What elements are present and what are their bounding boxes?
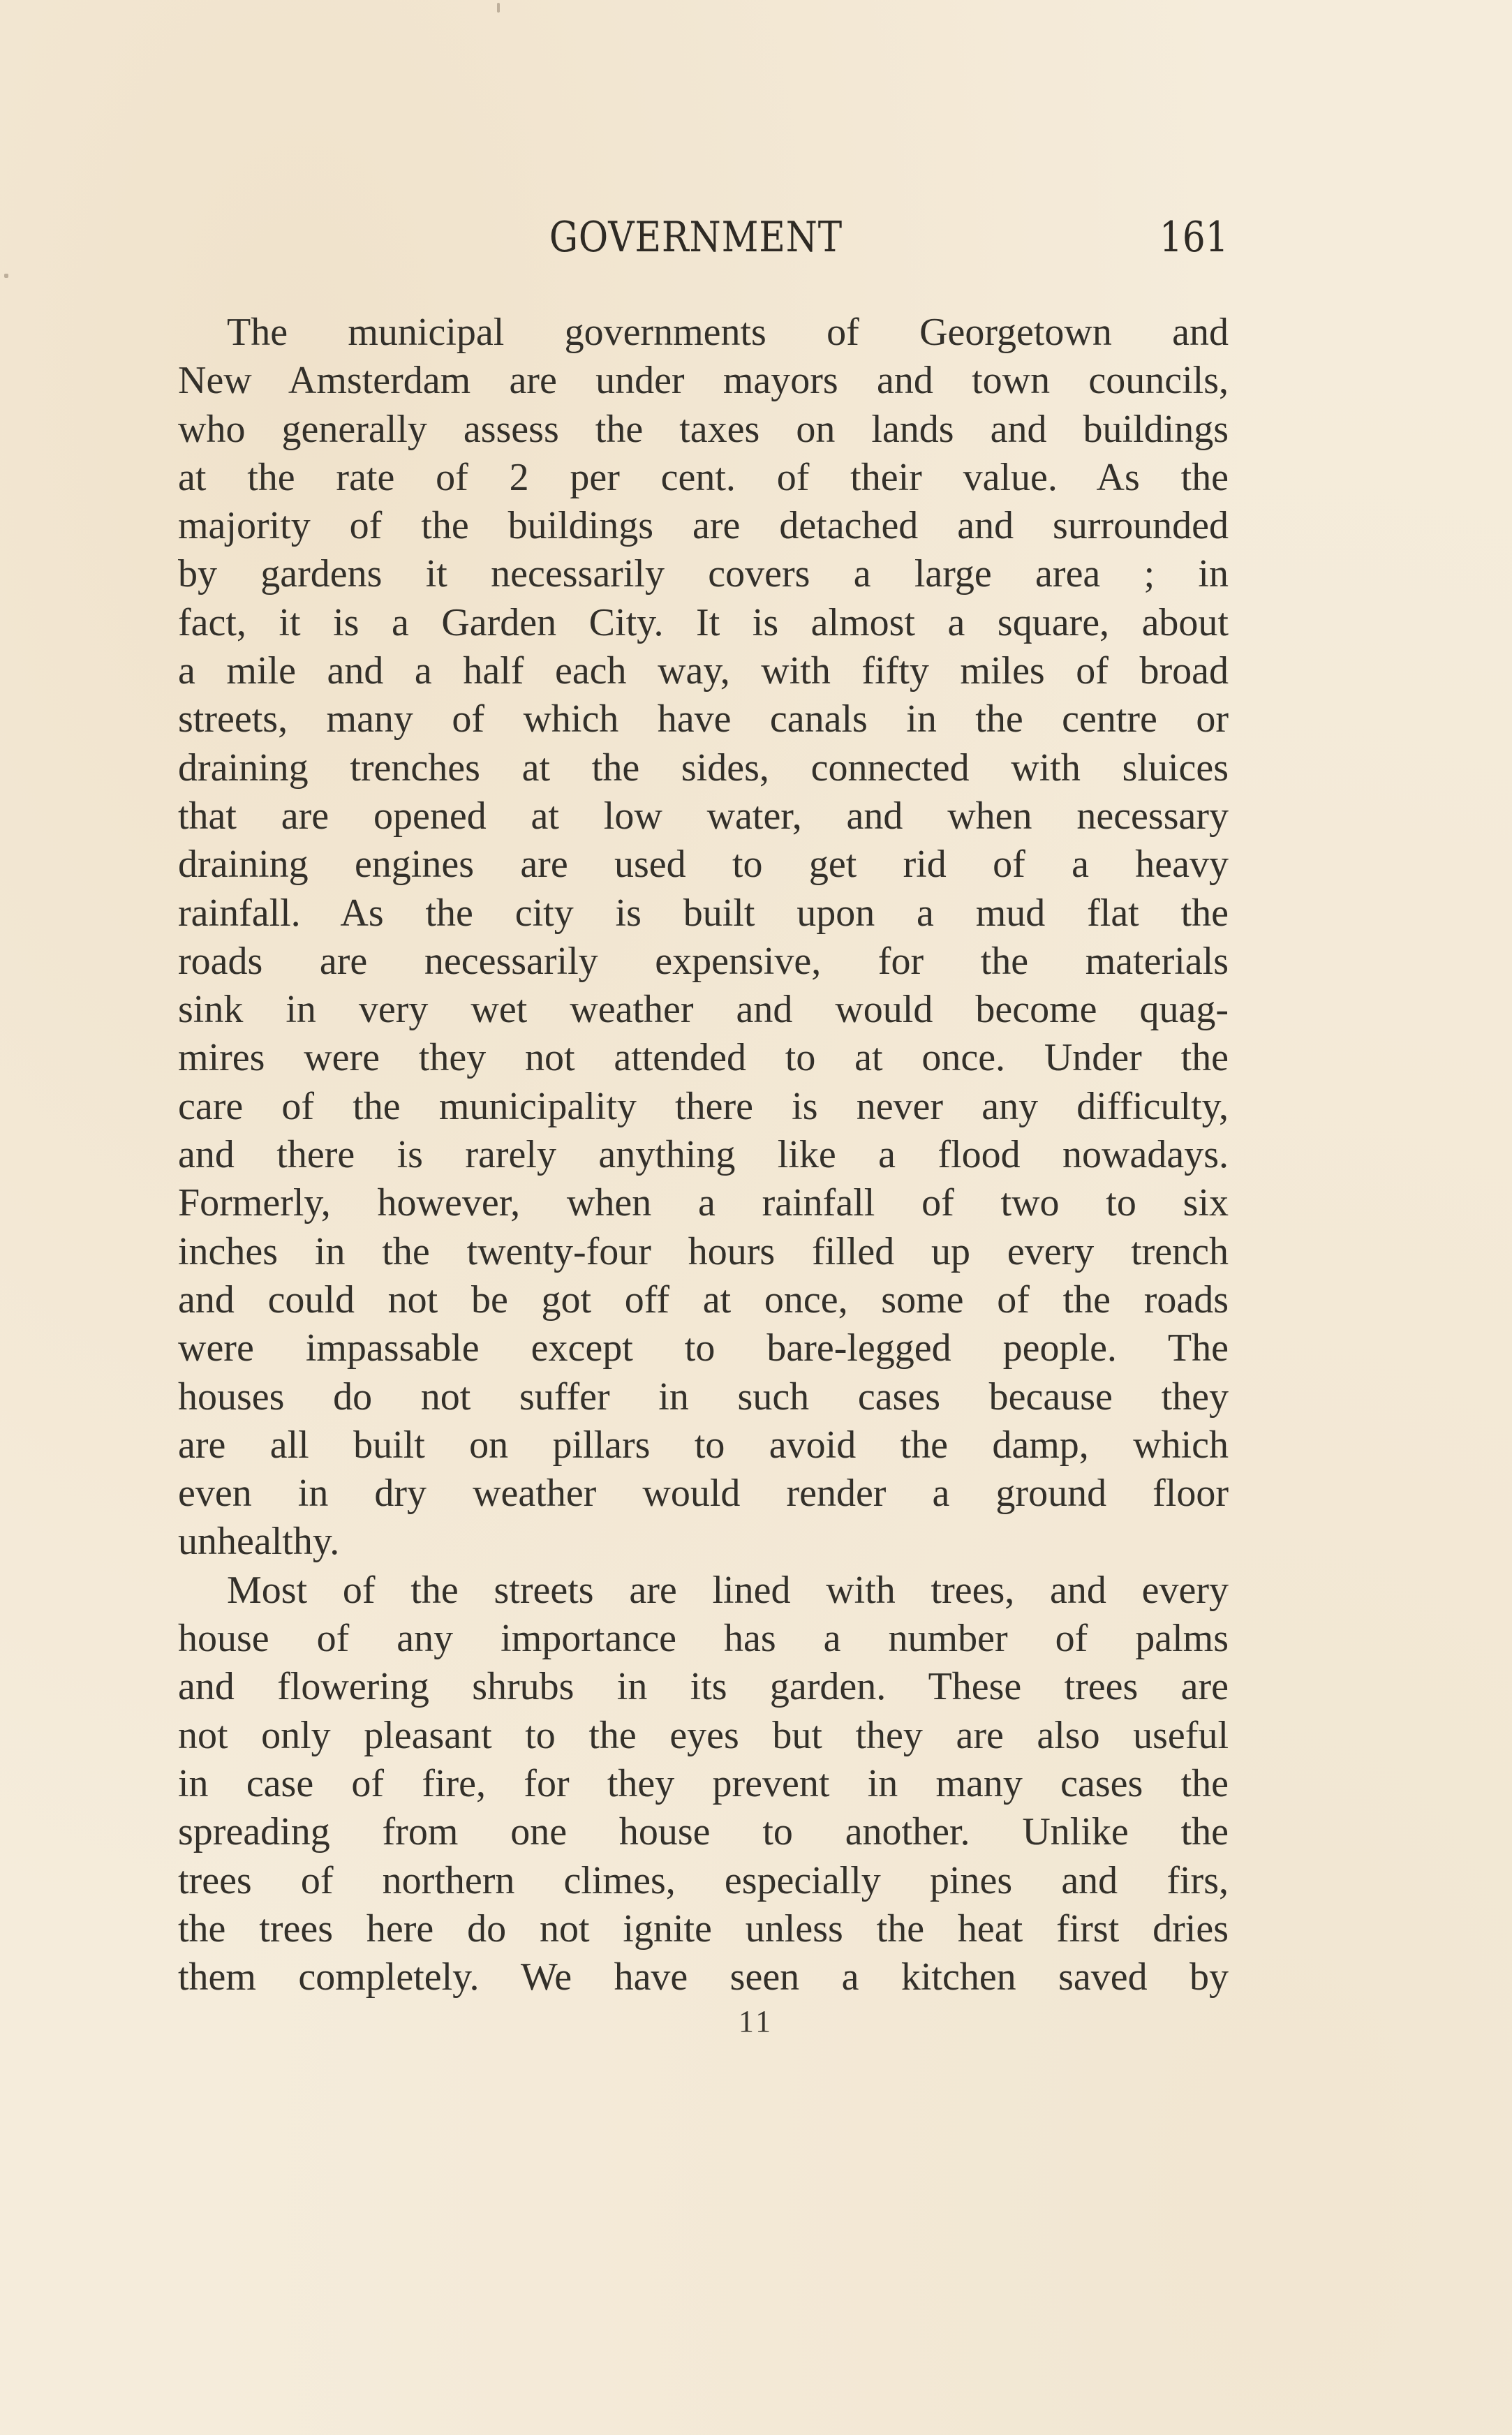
running-title: GOVERNMENT: [549, 213, 843, 262]
text-line: streets, many of which have canals in the centre or: [178, 697, 1229, 741]
text-line: roads are necessarily expensive, for the materials: [178, 939, 1229, 983]
body-text: [178, 309, 1229, 2001]
text-line: that are opened at low water, and when necessary: [178, 794, 1229, 838]
text-line: were impassable except to bare-legged people. The: [178, 1326, 1229, 1370]
text-line: sink in very wet weather and would become quag-: [178, 988, 1229, 1032]
text-line: at the rate of 2 per cent. of their value. As the: [178, 455, 1229, 499]
text-line: the trees here do not ignite unless the heat first dries: [178, 1907, 1229, 1951]
text-line: Most of the streets are lined with trees, and every: [227, 1568, 1229, 1612]
signature-mark: 11: [738, 2004, 774, 2038]
text-line: majority of the buildings are detached and surrounded: [178, 504, 1229, 548]
text-line: The municipal governments of Georgetown and: [227, 311, 1229, 354]
text-line: even in dry weather would render a ground floor: [178, 1472, 1229, 1516]
text-line: a mile and a half each way, with fifty miles of broad: [178, 649, 1229, 693]
page-number: 161: [1159, 213, 1229, 262]
text-line: and could not be got off at once, some of the roads: [178, 1278, 1229, 1322]
paragraph: [178, 309, 1229, 1567]
text-line: draining trenches at the sides, connected with sluices: [178, 746, 1229, 790]
text-line: care of the municipality there is never any difficulty,: [178, 1084, 1229, 1128]
text-line: not only pleasant to the eyes but they are also useful: [178, 1713, 1229, 1757]
text-line: unhealthy.: [178, 1520, 340, 1564]
paper-speck: [4, 274, 8, 278]
text-line: draining engines are used to get rid of a heavy: [178, 843, 1229, 887]
text-line: and there is rarely anything like a flood nowadays.: [178, 1133, 1229, 1177]
text-line: Formerly, however, when a rainfall of two to six: [178, 1181, 1229, 1225]
text-line: New Amsterdam are under mayors and town councils,: [178, 359, 1229, 403]
text-line: fact, it is a Garden City. It is almost a square, about: [178, 600, 1229, 644]
text-line: by gardens it necessarily covers a large area ; in: [178, 552, 1229, 596]
paragraph: [178, 1567, 1229, 2002]
text-line: who generally assess the taxes on lands and buildings: [178, 407, 1229, 451]
text-line: are all built on pillars to avoid the damp, which: [178, 1423, 1229, 1467]
text-line: house of any importance has a number of palms: [178, 1617, 1229, 1661]
paragraphs-container: [178, 309, 1229, 2001]
text-line: them completely. We have seen a kitchen saved by: [178, 1955, 1229, 1999]
text-line: trees of northern climes, especially pines and firs,: [178, 1858, 1229, 1902]
paper-speck: [497, 3, 500, 13]
text-line: inches in the twenty-four hours filled up every trench: [178, 1229, 1229, 1273]
text-line: spreading from one house to another. Unlike the: [178, 1810, 1229, 1854]
running-head: [178, 213, 1229, 276]
text-line: houses do not suffer in such cases because they: [178, 1375, 1229, 1419]
text-line: and flowering shrubs in its garden. These trees are: [178, 1665, 1229, 1709]
text-line: in case of fire, for they prevent in many cases the: [178, 1761, 1229, 1805]
text-line: rainfall. As the city is built upon a mud flat the: [178, 891, 1229, 935]
text-line: mires were they not attended to at once. Under the: [178, 1036, 1229, 1080]
